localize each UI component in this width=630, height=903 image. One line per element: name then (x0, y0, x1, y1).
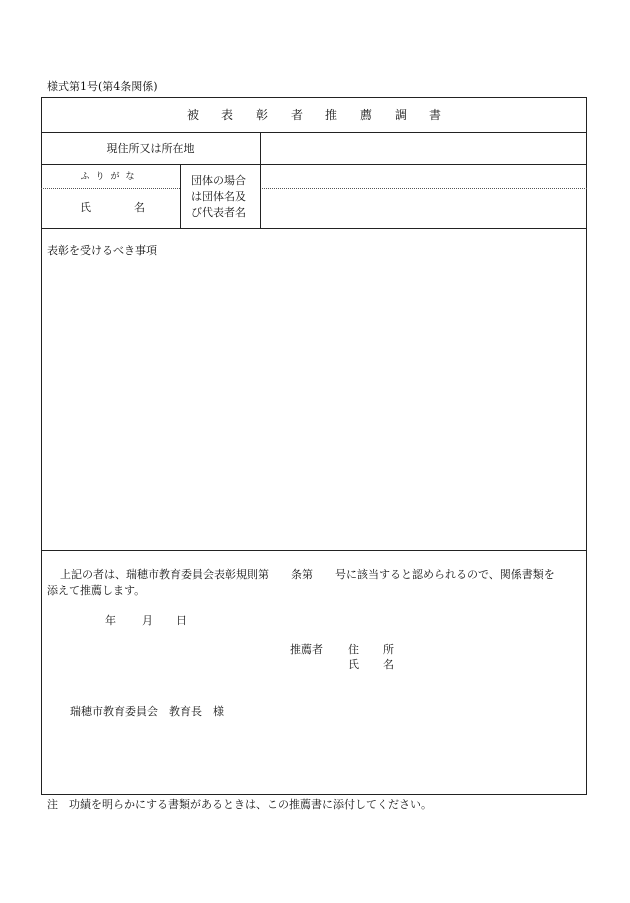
merit-value-field[interactable] (42, 262, 586, 549)
group-label-line-2: は団体名及 (191, 190, 246, 203)
name-label-char-2: 名 (134, 201, 145, 214)
rule-below-name (41, 228, 587, 229)
statement-line-1: 上記の者は、瑞穂市教育委員会表彰規則第 条第 号に該当すると認められるので、関係書類を (60, 568, 555, 581)
date-year: 年 (105, 614, 116, 627)
recommender-name-char-1: 氏 (348, 658, 359, 671)
name-label-char-1: 氏 (80, 201, 91, 214)
rule-name-divider (180, 164, 181, 228)
group-label-line-1: 団体の場合 (191, 174, 246, 187)
title-char-4: 者 (291, 108, 304, 122)
title-char-2: 表 (221, 108, 234, 122)
recommender-address-char-1: 住 (348, 643, 359, 656)
name-value-field[interactable] (261, 189, 586, 228)
addressee: 瑞穂市教育委員会 教育長 様 (70, 705, 224, 718)
statement-line-2: 添えて推薦します。 (47, 584, 146, 597)
footnote: 注 功績を明らかにする書類があるときは、この推薦書に添付してください。 (47, 798, 432, 811)
title-char-8: 書 (429, 108, 442, 122)
form-number-label: 様式第1号(第4条関係) (47, 80, 158, 93)
group-label-line-3: び代表者名 (191, 206, 246, 219)
title-char-6: 薦 (360, 108, 373, 122)
furigana-value-field[interactable] (261, 165, 586, 188)
title-char-7: 調 (395, 108, 408, 122)
recommender-address-char-2: 所 (383, 643, 394, 656)
title-char-3: 彰 (256, 108, 269, 122)
furigana-label: ふりがな (80, 172, 141, 182)
address-value-field[interactable] (261, 133, 586, 164)
date-day: 日 (176, 614, 187, 627)
title-char-5: 推 (325, 108, 338, 122)
recommender-label: 推薦者 (290, 643, 323, 656)
rule-furigana-left (41, 188, 180, 189)
merit-label: 表彰を受けるべき事項 (47, 244, 157, 257)
title-char-1: 被 (187, 108, 200, 122)
rule-below-merit (41, 550, 587, 551)
date-month: 月 (142, 614, 153, 627)
address-label: 現住所又は所在地 (106, 142, 195, 155)
recommender-name-char-2: 名 (383, 658, 394, 671)
